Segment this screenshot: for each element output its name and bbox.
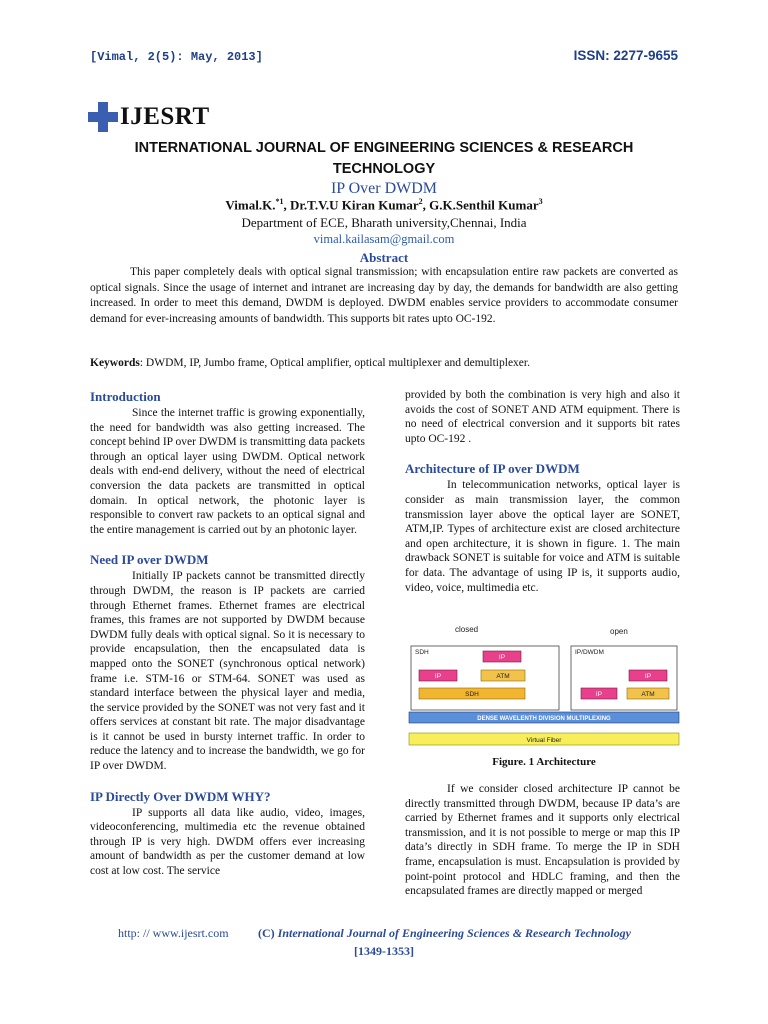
paper-title: IP Over DWDM <box>330 180 438 197</box>
figure-caption: Figure. 1 Architecture <box>492 756 596 768</box>
author-email-link[interactable]: vimal.kailasam@gmail.com <box>313 232 455 246</box>
right-column-lower <box>405 782 680 899</box>
author-list <box>0 197 768 213</box>
author-affiliation-mark: *1 <box>275 197 284 206</box>
footer-copyright <box>258 926 631 941</box>
footer-journal-name: International Journal of Engineering Sciences & Research Technology <box>277 926 631 940</box>
why-heading: IP Directly Over DWDM WHY? <box>90 788 271 804</box>
left-column <box>90 388 365 879</box>
architecture-text: In telecommunication networks, optical layer is consider as main transmission layer, the common transmission layer above the optical layer are SONET, ATM,IP. Types of architecture exist are closed architecture and open architecture, it is shown in figure. 1. The main drawback SONET is suitable for voice and ATM is suitable for data. The advantage of using IP is, it supports audio, video, voice, multimedia etc. <box>405 479 680 594</box>
logo-text: IJESRT <box>120 103 210 130</box>
abstract-heading: Abstract <box>359 250 409 265</box>
author-name: Dr.T.V.U Kiran Kumar <box>289 197 419 213</box>
right-column <box>405 388 680 595</box>
why-continued-text: provided by both the combination is very high and also it avoids the cost of SONET AND ATM equipment. There is no need of electrical conversion and it supports bit rates upto OC-192 . <box>405 389 680 445</box>
ip-block-label: IP <box>644 673 652 680</box>
footer-url-link[interactable]: http: // www.ijesrt.com <box>118 926 229 940</box>
ip-block-label: IP <box>498 654 506 661</box>
introduction-text: Since the internet traffic is growing exponentially, the need for bandwidth was also getting increased. The concept behind IP over DWDM is transmitting data packets through an optical layer using DWDM. Optical network deals with end-end delivery, without the need of electrical conversion the data packets are transmitted in optical domain. In optical network, the photonic layer is responsible to convert raw packets to an optical signal and the entire management is carried out by an photonic layer. <box>90 407 365 536</box>
introduction-heading: Introduction <box>90 389 161 404</box>
journal-name: INTERNATIONAL JOURNAL OF ENGINEERING SCIENCES & RESEARCH TECHNOLOGY <box>134 140 634 177</box>
author-separator: , <box>283 197 290 213</box>
author-affiliation-mark: 3 <box>538 197 543 206</box>
architecture-figure <box>405 618 683 750</box>
abstract-text: This paper completely deals with optical signal transmission; with encapsulation entire raw packets are converted as optical signals. Since the usage of internet and intranet are increasing day by day, the demands for bandwidth are also getting increased. In order to meet this demand, DWDM is deployed. DWDM enables service providers to accommodate consumer demand for ever-increasing amounts of bandwidth. This supports bit rates upto OC-192. <box>90 266 678 325</box>
ip-block-label: IP <box>595 691 603 698</box>
author-separator: , <box>422 197 430 213</box>
author-affiliation-mark: 2 <box>418 197 423 206</box>
atm-block-label: ATM <box>496 673 510 680</box>
footer-copyright-prefix: (C) <box>258 926 278 940</box>
virtual-fiber-label: Virtual Fiber <box>526 737 562 744</box>
architecture-heading: Architecture of IP over DWDM <box>405 461 580 477</box>
journal-logo <box>88 100 288 136</box>
keywords-label: Keywords <box>90 357 140 369</box>
closed-label: closed <box>455 625 479 634</box>
author-name: G.K.Senthil Kumar <box>429 197 539 213</box>
footer-page-range: [1349-1353] <box>354 944 414 958</box>
atm-block-label: ATM <box>641 691 655 698</box>
why-text: IP supports all data like audio, video, images, videoconferencing, multimedia etc the revenue obtained through IP is very high. DWDM offers ever increasing amount of bandwidth as per the customer demand at low cost at low cost. The service <box>90 806 365 878</box>
sdh-frame-label: SDH <box>415 649 429 656</box>
plus-cross-icon <box>88 102 118 132</box>
ipdwdm-frame-label: IP/DWDM <box>575 649 604 656</box>
dwdm-layer-label: DENSE WAVELENTH DIVISION MULTIPLEXING <box>477 716 611 722</box>
ip-block-label: IP <box>434 673 442 680</box>
author-name: Vimal.K. <box>225 197 276 213</box>
citation-header: [Vimal, 2(5): May, 2013] <box>90 50 263 64</box>
closed-architecture-text: If we consider closed architecture IP cannot be directly transmitted through DWDM, because IP data’s are carried by Ethernet frames and it supports only electrical transmission, and it is not possible to merge or map this IP data’s directly in SDH frame. To merge the IP in SDH frame, encapsulation is must. Encapsulation is provided by point-point protocol and HDLC framing, and then the encapsulated frames are directly mapped or merged <box>405 783 680 898</box>
need-text: Initially IP packets cannot be transmitted directly through DWDM, the reason is IP packets are carried through Ethernet frames. Ethernet frames are electrical frames, this frames are not supported by DWDM because DWDM fully deals with optical signal. So it is necessary to provide encapsulation, then the encapsulated data is mapped onto the SONET (synchronous optical network) frame i.e. STM-16 or STM-64. SONET was used as standard interface between the physical layer and media, the service provided by the SONET was not very fast and it offers services at constant bit rate. The major disadvantage is it cannot be used in bursty internet traffic. In order to reduce the latency and to increase the bandwidth, we go for IP over DWDM. <box>90 570 365 773</box>
sdh-block-label: SDH <box>465 691 479 698</box>
need-heading: Need IP over DWDM <box>90 552 209 568</box>
affiliation: Department of ECE, Bharath university,Chennai, India <box>241 215 527 230</box>
keywords <box>90 356 678 371</box>
keywords-text: : DWDM, IP, Jumbo frame, Optical amplifier, optical multiplexer and demultiplexer. <box>139 357 530 369</box>
issn-header: ISSN: 2277-9655 <box>573 48 678 63</box>
open-label: open <box>610 627 628 636</box>
